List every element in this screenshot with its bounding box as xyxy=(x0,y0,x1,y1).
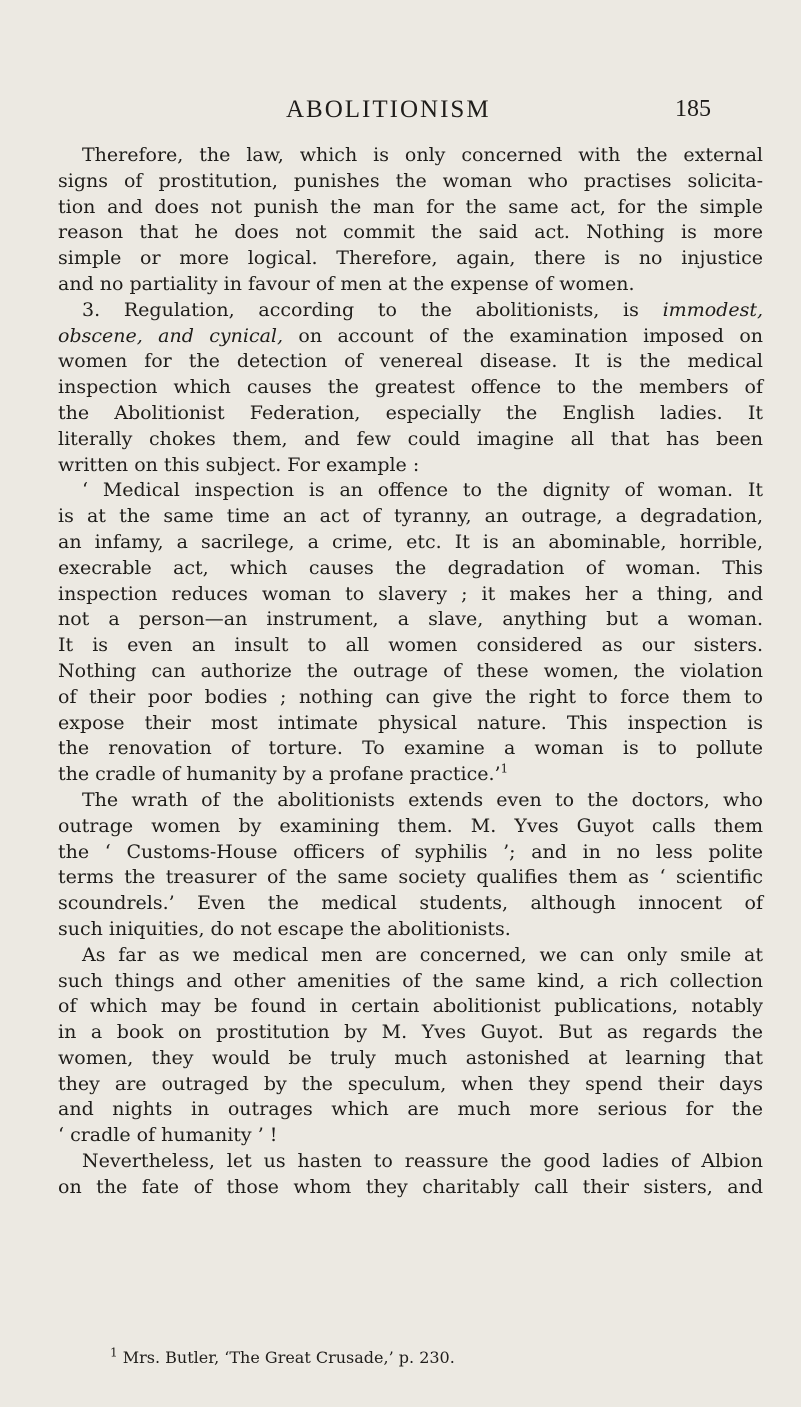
text-line: the renovation of torture. To examine a woman is to pollute xyxy=(58,737,763,760)
text-line: signs of prostitution, punishes the woman who practises solicita- xyxy=(58,169,763,192)
text-line: tion and does not punish the man for the same act, for the simple xyxy=(58,195,763,218)
text-line: not a person—an instrument, a slave, anything but a woman. xyxy=(58,608,763,631)
text-line: obscene, and cynical, on account of the examination imposed on xyxy=(58,324,763,347)
text-line: 3. Regulation, according to the abolitionists, is immodest, xyxy=(82,298,763,321)
running-title: ABOLITIONISM xyxy=(286,96,491,123)
text-line: execrable act, which causes the degradation of woman. This xyxy=(58,556,763,579)
text-line: Therefore, the law, which is only concerned with the external xyxy=(82,144,763,166)
text-line-with-note xyxy=(58,762,763,788)
footnote xyxy=(110,1345,455,1367)
text-line: is at the same time an act of tyranny, an outrage, a degradation, xyxy=(58,505,763,528)
text-line: inspection reduces woman to slavery ; it makes her a thing, and xyxy=(58,582,763,605)
text-line: on the fate of those whom they charitably call their sisters, and xyxy=(58,1175,763,1198)
text-line: scoundrels.’ Even the medical students, although innocent of xyxy=(58,892,763,915)
text-line: they are outraged by the speculum, when they spend their days xyxy=(58,1072,763,1095)
text-line: literally chokes them, and few could imagine all that has been xyxy=(58,427,763,450)
footnote-text: Mrs. Butler, ‘The Great Crusade,’ p. 230. xyxy=(122,1348,455,1367)
text-line: such things and other amenities of the same kind, a rich collection xyxy=(58,969,763,992)
running-head xyxy=(286,96,711,126)
text-line: Nevertheless, let us hasten to reassure the good ladies of Albion xyxy=(82,1150,763,1173)
text-line: ‘ Medical inspection is an offence to the dignity of woman. It xyxy=(82,479,763,502)
text-line: As far as we medical men are concerned, we can only smile at xyxy=(82,943,763,966)
text-line: outrage women by examining them. M. Yves Guyot calls them xyxy=(58,814,763,837)
text-line: the ‘ Customs-House officers of syphilis ’; and in no less polite xyxy=(58,840,763,863)
text-line: women for the detection of venereal disease. It is the medical xyxy=(58,350,763,373)
text-line: written on this subject. For example : xyxy=(58,453,420,476)
text-line: simple or more logical. Therefore, again, there is no injustice xyxy=(58,247,763,270)
text-line: ‘ cradle of humanity ’ ! xyxy=(58,1124,278,1147)
text-line: such iniquities, do not escape the abolitionists. xyxy=(58,917,511,940)
text-line: in a book on prostitution by M. Yves Guyot. But as regards the xyxy=(58,1021,763,1044)
text-line: terms the treasurer of the same society qualifies them as ‘ scientific xyxy=(58,866,763,889)
text-line: women, they would be truly much astonished at learning that xyxy=(58,1046,763,1069)
footnote-reference: 1 xyxy=(500,761,509,776)
body-text xyxy=(58,143,763,1201)
text-line: and no partiality in favour of men at the expense of women. xyxy=(58,272,635,295)
text-line: reason that he does not commit the said act. Nothing is more xyxy=(58,221,763,244)
text-line: It is even an insult to all women considered as our sisters. xyxy=(58,634,763,657)
footnote-marker: 1 xyxy=(110,1345,118,1360)
text-line: the Abolitionist Federation, especially the English ladies. It xyxy=(58,401,763,424)
text-line: Nothing can authorize the outrage of these women, the violation xyxy=(58,659,763,682)
text-line: of which may be found in certain abolitionist publications, notably xyxy=(58,995,763,1018)
text-line: inspection which causes the greatest offence to the members of xyxy=(58,376,763,399)
text-line: expose their most intimate physical nature. This inspection is xyxy=(58,711,763,734)
text-line: the cradle of humanity by a profane practice.’ xyxy=(58,763,501,786)
text-line: The wrath of the abolitionists extends even to the doctors, who xyxy=(82,788,763,811)
text-line: an infamy, a sacrilege, a crime, etc. It is an abominable, horrible, xyxy=(58,530,763,553)
text-line: of their poor bodies ; nothing can give the right to force them to xyxy=(58,685,763,708)
page-number: 185 xyxy=(675,96,711,122)
text-line: and nights in outrages which are much more serious for the xyxy=(58,1098,763,1121)
